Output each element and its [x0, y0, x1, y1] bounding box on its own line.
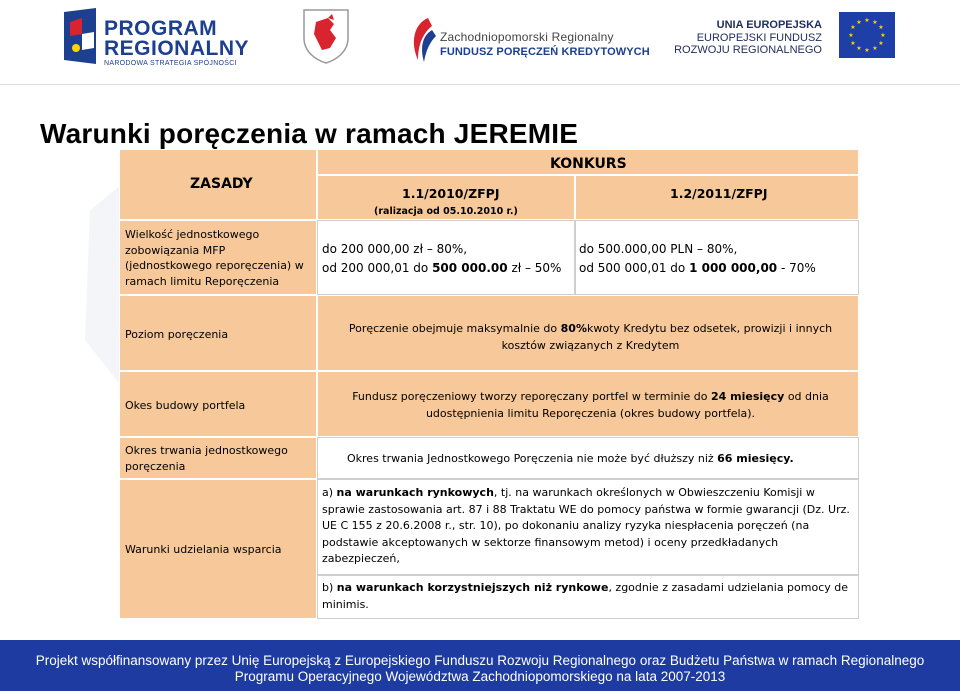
svg-text:★: ★	[878, 24, 884, 31]
zasady-header: ZASADY	[190, 176, 253, 192]
wielkosc-k2-line2	[579, 259, 816, 278]
program-logo-subline: NARODOWA STRATEGIA SPÓJNOŚCI	[104, 60, 237, 67]
konkurs2-header-cell	[575, 175, 859, 220]
konkurs2-name: 1.2/2011/ZFPJ	[670, 186, 768, 201]
poziom-value-cell	[317, 295, 859, 371]
wielkosc-k2-line2-pre: od 500 000,01 do	[579, 261, 690, 275]
svg-text:★: ★	[856, 19, 862, 26]
wielkosc-label: Wielkość jednostkowego zobowiązania MFP (jednostkowego reporęczenia) w ramach limitu Reporęczenia	[125, 228, 304, 288]
warunki-a-cell	[317, 479, 859, 575]
konkurs1-name: 1.1/2010/ZFPJ	[402, 186, 500, 201]
program-logo-line2: REGIONALNY	[104, 37, 250, 60]
svg-text:★: ★	[848, 32, 854, 39]
warunki-b-cell	[317, 575, 859, 619]
okres-trwania-value-cell	[317, 437, 859, 479]
warunki-b-bold: na warunkach korzystniejszych niż rynkowe	[336, 581, 609, 594]
warunki-b-text	[322, 580, 856, 613]
poziom-value-pre: Poręczenie obejmuje maksymalnie do	[348, 322, 561, 335]
eu-logo-line3: ROZWOJU REGIONALNEGO	[674, 44, 822, 56]
wielkosc-konkurs2-cell	[575, 220, 859, 295]
footer-line1: Projekt współfinansowany przez Unię Europejską z Europejskiego Funduszu Rozwoju Regionalnego oraz Budżetu Państwa w ramach Regionalnego	[35, 653, 925, 668]
zfpr-emblem-icon	[408, 16, 438, 66]
footer-line2: Programu Operacyjnego Województwa Zachodniopomorskiego na lata 2007-2013	[234, 669, 726, 684]
konkurs-header-cell	[317, 149, 859, 175]
eu-logo-line2: EUROPEJSKI FUNDUSZ	[696, 32, 822, 44]
zfpr-logo	[408, 12, 650, 68]
svg-text:★: ★	[872, 19, 878, 26]
poziom-label: Poziom poręczenia	[125, 328, 229, 341]
eu-logo-line1: UNIA EUROPEJSKA	[716, 19, 822, 31]
poziom-value	[338, 320, 843, 354]
okres-budowy-label-cell	[119, 371, 317, 437]
okres-budowy-label: Okes budowy portfela	[125, 399, 246, 412]
svg-text:★: ★	[878, 40, 884, 47]
svg-text:★: ★	[850, 40, 856, 47]
okres-trwania-label: Okres trwania jednostkowego poręczenia	[125, 444, 288, 473]
poziom-label-cell	[119, 295, 317, 371]
wielkosc-k2-line2-post: - 70%	[777, 261, 816, 275]
konkurs1-note: (ralizacja od 05.10.2010 r.)	[374, 206, 518, 217]
griffin-crest-icon	[302, 8, 350, 64]
wielkosc-k1-line2-bold: 500 000.00	[432, 261, 508, 275]
okres-budowy-value-post: od dnia udostępnienia limitu Reporęczenia (okres budowy portfela).	[425, 390, 829, 420]
poziom-value-post: kwoty Kredytu bez odsetek, prowizji i innych kosztów związanych z Kredytem	[501, 322, 833, 352]
konkurs1-header-cell	[317, 175, 575, 220]
eu-logo	[674, 10, 900, 70]
zasady-header-cell	[119, 149, 317, 220]
svg-text:★: ★	[856, 45, 862, 52]
program-regionalny-logo	[60, 6, 260, 68]
zfpr-logo-line1: Zachodniopomorski Regionalny	[440, 30, 614, 44]
wielkosc-label-cell	[119, 220, 317, 295]
warunki-b-post: , zgodnie z zasadami udzielania pomocy de minimis.	[322, 581, 849, 611]
okres-budowy-value-bold: 24 miesięcy	[711, 390, 785, 403]
wielkosc-konkurs1-cell	[317, 220, 575, 295]
poziom-value-bold: 80%	[560, 322, 587, 335]
wielkosc-k2-line2-bold: 1 000 000,00	[689, 261, 778, 275]
svg-text:★: ★	[864, 47, 870, 54]
page-title: Warunki poręczenia w ramach JEREMIE	[40, 117, 579, 149]
wielkosc-k1-line2	[322, 259, 561, 278]
wielkosc-k2-text	[579, 240, 816, 278]
okres-budowy-value	[328, 388, 853, 422]
okres-trwania-value-pre: Okres trwania Jednostkowego Poręczenia nie może być dłuższy niż	[347, 452, 718, 465]
program-logo-line1: PROGRAM	[104, 17, 218, 40]
warunki-a-pre: a)	[322, 486, 337, 499]
wielkosc-k1-line2-post: zł – 50%	[507, 261, 562, 275]
svg-text:★: ★	[864, 17, 870, 24]
griffin-crest-logo	[302, 8, 350, 64]
wielkosc-k2-line1: do 500.000,00 PLN – 80%,	[579, 242, 738, 256]
warunki-a-bold: na warunkach rynkowych	[336, 486, 494, 499]
warunki-a-text	[322, 485, 856, 568]
okres-trwania-label-cell	[119, 437, 317, 479]
svg-text:★: ★	[850, 24, 856, 31]
konkurs-header: KONKURS	[550, 156, 627, 172]
okres-trwania-value-bold: 66 miesięcy.	[717, 452, 794, 465]
warunki-label: Warunki udzielania wsparcia	[125, 543, 282, 556]
okres-budowy-value-pre: Fundusz poręczeniowy tworzy reporęczany portfel w terminie do	[352, 390, 712, 403]
warunki-b-pre: b)	[322, 581, 337, 594]
wielkosc-k1-text	[322, 240, 561, 278]
okres-budowy-value-cell	[317, 371, 859, 437]
warunki-a-post: , tj. na warunkach określonych w Obwieszczeniu Komisji w sprawie zastosowania art. 87 i 88 Traktatu WE do pomocy państwa w formie gwarancji (Dz. Urz. UE C 155 z 20.6.2008 r., str. 10), po dokonaniu analizy ryzyka niespłacenia poręczeń (na podstawie akceptowanych w sektorze finansowym metod) i oceny przedkładanych zabezpieczeń,	[322, 486, 850, 566]
svg-text:★: ★	[872, 45, 878, 52]
wielkosc-k1-line2-pre: od 200 000,01 do	[322, 261, 433, 275]
program-regionalny-emblem-icon	[60, 8, 100, 66]
wielkosc-k1-line1: do 200 000,00 zł – 80%,	[322, 242, 468, 256]
header-divider	[0, 84, 960, 85]
eu-flag-icon	[839, 12, 895, 58]
warunki-label-cell	[119, 479, 317, 619]
footer-banner	[0, 640, 960, 691]
zfpr-logo-line2: FUNDUSZ PORĘCZEŃ KREDYTOWYCH	[440, 46, 650, 58]
okres-trwania-value	[347, 451, 794, 466]
svg-text:★: ★	[880, 32, 886, 39]
